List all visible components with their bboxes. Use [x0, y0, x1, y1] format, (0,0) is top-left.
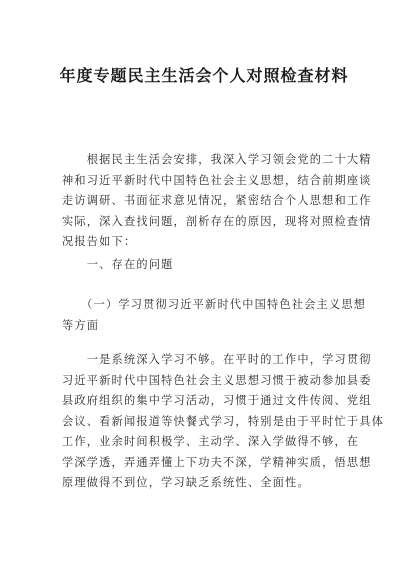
- intro-line: 根据民主生活会安排，我深入学习领会党的二十大精: [62, 153, 372, 166]
- body-line: 习近平新时代中国特色社会主义思想习惯于被动参加县委: [62, 373, 372, 387]
- subheading-line: 等方面: [62, 318, 100, 332]
- subheading-line: （一）学习贯彻习近平新时代中国特色社会主义思想: [62, 298, 367, 311]
- subsection-heading: [62, 295, 367, 336]
- section-heading: [62, 255, 354, 276]
- body-line: 会议、看新闻报道等快餐式学习，特别是由于平时忙于具体: [62, 414, 385, 428]
- body-line: 学深学透，弄通弄懂上下功夫不深，学精神实质，悟思想: [62, 455, 372, 469]
- intro-line: 实际，深入查找问题，剖析存在的原因，现将对照检查情: [62, 214, 372, 228]
- intro-line: 神和习近平新时代中国特色社会主义思想，结合前期座谈: [62, 173, 372, 187]
- body-line: 县政府组织的集中学习活动，习惯于通过文件传阅、党组: [62, 394, 372, 407]
- section-heading-text: 一、存在的问题: [62, 258, 174, 271]
- body-paragraph: [62, 350, 385, 494]
- body-line: 工作，业余时间积极学、主动学、深入学做得不够，在: [62, 435, 360, 448]
- intro-line: 况报告如下：: [62, 235, 137, 248]
- intro-paragraph: [62, 150, 372, 253]
- body-line: 一是系统深入学习不够。在平时的工作中，学习贯彻: [62, 353, 372, 366]
- document-title: 年度专题民主生活会个人对照检查材料: [59, 66, 349, 85]
- body-line: 原理做得不到位，学习缺乏系统性、全面性。: [62, 476, 310, 489]
- intro-line: 走访调研、书面征求意见情况，紧密结合个人思想和工作: [62, 194, 372, 207]
